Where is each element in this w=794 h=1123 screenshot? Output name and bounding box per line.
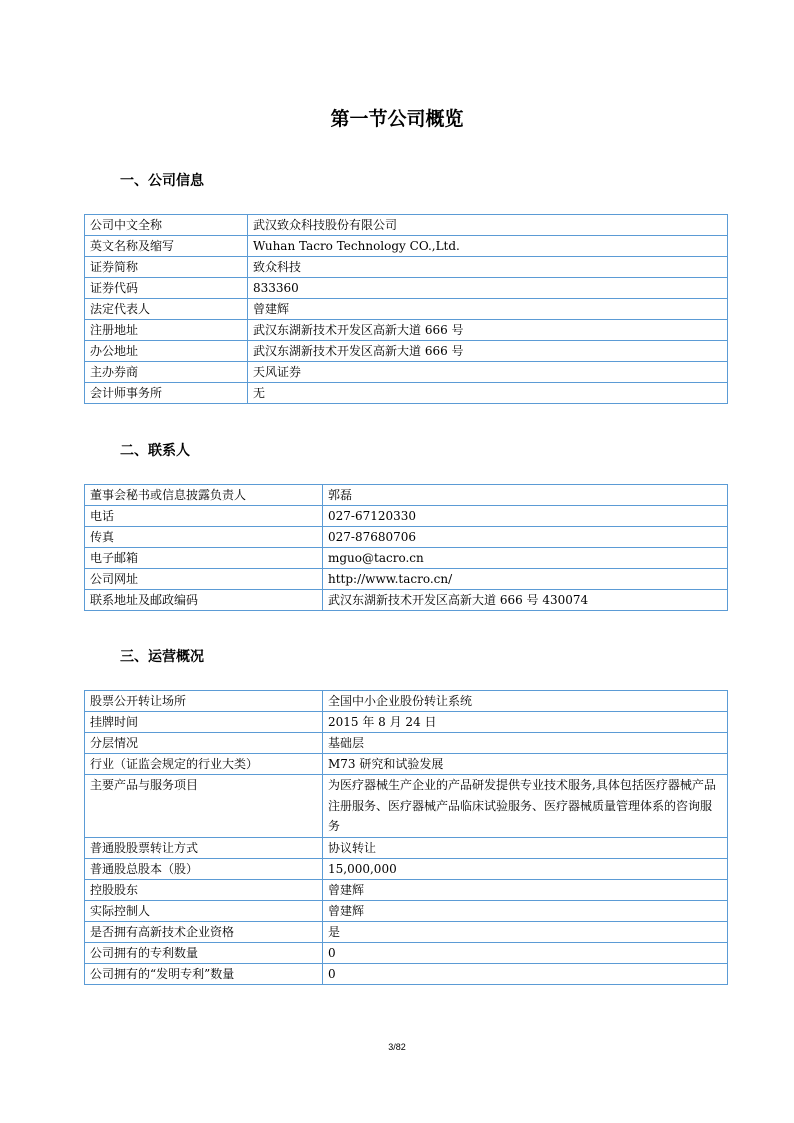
row-value: 郭磊: [323, 485, 728, 506]
row-label: 会计师事务所: [85, 383, 248, 404]
row-label: 公司中文全称: [85, 215, 248, 236]
row-label: 公司网址: [85, 569, 323, 590]
row-value: mguo@tacro.cn: [323, 548, 728, 569]
row-value: Wuhan Tacro Technology CO.,Ltd.: [248, 236, 728, 257]
table-row: [85, 299, 728, 320]
table-row: [85, 921, 728, 942]
table-row: [85, 569, 728, 590]
row-value: 15,000,000: [323, 858, 728, 879]
table-row: [85, 733, 728, 754]
row-label: 电话: [85, 506, 323, 527]
contact-table: [84, 484, 728, 611]
row-value: 天风证券: [248, 362, 728, 383]
row-label: 注册地址: [85, 320, 248, 341]
row-value: 武汉东湖新技术开发区高新大道 666 号: [248, 320, 728, 341]
table-row: [85, 963, 728, 984]
row-label: 普通股总股本（股）: [85, 858, 323, 879]
table-row: [85, 527, 728, 548]
row-value: 833360: [248, 278, 728, 299]
row-value: 全国中小企业股份转让系统: [323, 691, 728, 712]
table-row: [85, 506, 728, 527]
row-label: 电子邮箱: [85, 548, 323, 569]
table-row: [85, 775, 728, 838]
table-row: [85, 257, 728, 278]
row-label: 公司拥有的专利数量: [85, 942, 323, 963]
row-value: 027-67120330: [323, 506, 728, 527]
row-label: 办公地址: [85, 341, 248, 362]
row-value: 武汉东湖新技术开发区高新大道 666 号: [248, 341, 728, 362]
table-row: [85, 942, 728, 963]
row-value: 曾建辉: [248, 299, 728, 320]
section-heading-company-info: 一、公司信息: [120, 173, 204, 189]
row-value: 曾建辉: [323, 879, 728, 900]
row-label: 董事会秘书或信息披露负责人: [85, 485, 323, 506]
row-value: 致众科技: [248, 257, 728, 278]
table-row: [85, 236, 728, 257]
row-label: 法定代表人: [85, 299, 248, 320]
row-label: 主办券商: [85, 362, 248, 383]
table-row: [85, 548, 728, 569]
row-label: 传真: [85, 527, 323, 548]
row-label: 证券简称: [85, 257, 248, 278]
table-row: [85, 879, 728, 900]
company-info-table: [84, 214, 728, 404]
row-value: 0: [323, 963, 728, 984]
row-value: 协议转让: [323, 837, 728, 858]
row-label: 挂牌时间: [85, 712, 323, 733]
row-value: http://www.tacro.cn/: [323, 569, 728, 590]
page-title: 第一节公司概览: [330, 108, 464, 130]
row-label: 普通股股票转让方式: [85, 837, 323, 858]
table-row: [85, 712, 728, 733]
row-value: 武汉致众科技股份有限公司: [248, 215, 728, 236]
table-row: [85, 362, 728, 383]
row-value: 027-87680706: [323, 527, 728, 548]
row-label: 主要产品与服务项目: [85, 775, 323, 838]
row-label: 是否拥有高新技术企业资格: [85, 921, 323, 942]
row-label: 控股股东: [85, 879, 323, 900]
table-row: [85, 691, 728, 712]
table-row: [85, 900, 728, 921]
row-label: 行业（证监会规定的行业大类）: [85, 754, 323, 775]
table-row: [85, 383, 728, 404]
row-value: 为医疗器械生产企业的产品研发提供专业技术服务,具体包括医疗器械产品注册服务、医疗器械产品临床试验服务、医疗器械质量管理体系的咨询服务: [323, 775, 728, 838]
row-label: 公司拥有的“发明专利”数量: [85, 963, 323, 984]
row-value: 武汉东湖新技术开发区高新大道 666 号 430074: [323, 590, 728, 611]
table-row: [85, 837, 728, 858]
table-row: [85, 215, 728, 236]
row-label: 英文名称及缩写: [85, 236, 248, 257]
row-label: 股票公开转让场所: [85, 691, 323, 712]
row-value: 0: [323, 942, 728, 963]
table-row: [85, 590, 728, 611]
row-label: 联系地址及邮政编码: [85, 590, 323, 611]
table-row: [85, 320, 728, 341]
row-label: 实际控制人: [85, 900, 323, 921]
row-value: M73 研究和试验发展: [323, 754, 728, 775]
page-number: 3/82: [388, 1042, 406, 1052]
row-value: 曾建辉: [323, 900, 728, 921]
table-row: [85, 278, 728, 299]
row-label: 分层情况: [85, 733, 323, 754]
table-row: [85, 858, 728, 879]
row-label: 证券代码: [85, 278, 248, 299]
row-value: 无: [248, 383, 728, 404]
section-heading-operations: 三、运营概况: [120, 649, 204, 665]
row-value: 是: [323, 921, 728, 942]
section-heading-contact: 二、联系人: [120, 443, 190, 459]
row-value: 2015 年 8 月 24 日: [323, 712, 728, 733]
table-row: [85, 754, 728, 775]
operations-table: [84, 690, 728, 985]
row-value: 基础层: [323, 733, 728, 754]
table-row: [85, 341, 728, 362]
table-row: [85, 485, 728, 506]
